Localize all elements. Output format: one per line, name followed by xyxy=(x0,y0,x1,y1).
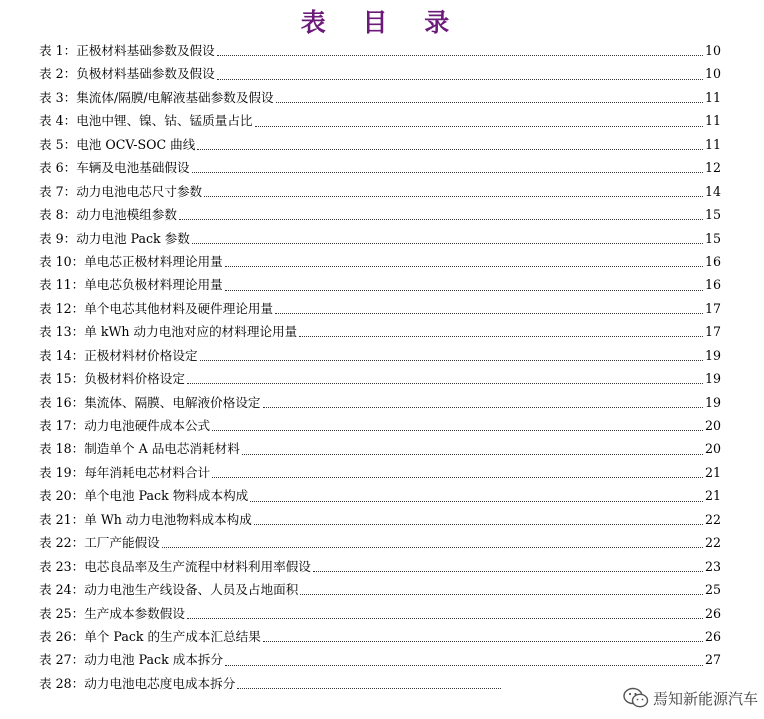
toc-entry-page: 16 xyxy=(704,253,721,269)
toc-entry-page: 19 xyxy=(704,394,721,410)
toc-entry-label: 表 12：单个电芯其他材料及硬件理论用量 xyxy=(39,300,274,316)
toc-entry-page: 22 xyxy=(704,511,721,527)
toc-entry-label: 表 15：负极材料价格设定 xyxy=(39,371,185,387)
toc-entry-label: 表 24：动力电池生产线设备、人员及占地面积 xyxy=(39,582,299,598)
toc-entry[interactable] xyxy=(39,414,721,437)
toc-entry-page: 17 xyxy=(704,300,721,316)
toc-entry[interactable] xyxy=(39,672,519,695)
toc-entry[interactable] xyxy=(39,391,721,414)
toc-entry[interactable] xyxy=(39,133,721,156)
dot-leader xyxy=(237,688,501,689)
dot-leader xyxy=(263,407,703,408)
toc-entry[interactable] xyxy=(39,320,721,343)
toc-entry-label: 表 3：集流体/隔膜/电解液基础参数及假设 xyxy=(39,89,274,105)
toc-entry[interactable] xyxy=(39,555,721,578)
toc-entry-label: 表 22：工厂产能假设 xyxy=(39,535,160,551)
toc-entry-label: 表 25：生产成本参数假设 xyxy=(39,605,185,621)
toc-entry[interactable] xyxy=(39,578,721,601)
toc-entry[interactable] xyxy=(39,508,721,531)
toc-entry-label: 表 27：动力电池 Pack 成本拆分 xyxy=(39,652,224,668)
toc-entry[interactable] xyxy=(39,531,721,554)
toc-entry-label: 表 5：电池 OCV-SOC 曲线 xyxy=(39,136,196,152)
toc-entry-label: 表 26：单个 Pack 的生产成本汇总结果 xyxy=(39,628,261,644)
toc-entry-page: 15 xyxy=(704,207,721,223)
toc-entry-page: 12 xyxy=(704,160,721,176)
wechat-icon xyxy=(623,687,649,709)
toc-entry-page: 26 xyxy=(704,628,721,644)
toc-entry-label: 表 28：动力电池电芯度电成本拆分 xyxy=(39,675,236,691)
toc-entry-page: 17 xyxy=(704,324,721,340)
toc-entry-page: 19 xyxy=(704,371,721,387)
dot-leader xyxy=(250,501,703,502)
toc-entry[interactable] xyxy=(39,180,721,203)
watermark xyxy=(623,687,758,709)
toc-entry-page: 27 xyxy=(704,652,721,668)
toc-entry-label: 表 17：动力电池硬件成本公式 xyxy=(39,418,211,433)
dot-leader xyxy=(187,618,703,619)
toc-entry[interactable] xyxy=(39,250,721,273)
dot-leader xyxy=(204,196,703,197)
toc-entry-page: 14 xyxy=(704,183,721,199)
dot-leader xyxy=(254,524,703,525)
toc-entry-page: 16 xyxy=(704,277,721,293)
dot-leader xyxy=(225,266,703,267)
dot-leader xyxy=(162,547,703,548)
toc-entry-label: 表 19：每年消耗电芯材料合计 xyxy=(39,464,211,480)
watermark-text: 焉知新能源汽车 xyxy=(652,689,758,708)
toc-entry[interactable] xyxy=(39,437,721,460)
toc-entry-label: 表 1：正极材料基础参数及假设 xyxy=(39,43,215,58)
toc-entry[interactable] xyxy=(39,273,721,296)
toc-entry[interactable] xyxy=(39,625,721,648)
toc-entry-page: 10 xyxy=(704,43,721,58)
toc-entry[interactable] xyxy=(39,484,721,507)
toc-entry-label: 表 4：电池中锂、镍、钴、锰质量占比 xyxy=(39,113,253,129)
dot-leader xyxy=(225,290,703,291)
dot-leader xyxy=(187,383,703,384)
toc-entry[interactable] xyxy=(39,461,721,484)
dot-leader xyxy=(179,219,703,220)
toc-entry-label: 表 8：动力电池模组参数 xyxy=(39,207,177,223)
toc-entry[interactable] xyxy=(39,602,721,625)
dot-leader xyxy=(192,243,703,244)
dot-leader xyxy=(212,430,703,431)
toc-entry-label: 表 14：正极材料材价格设定 xyxy=(39,347,198,363)
toc-entry-page: 19 xyxy=(704,347,721,363)
toc-entry-label: 表 11：单电芯负极材料理论用量 xyxy=(39,277,223,293)
toc-entry-label: 表 6：车辆及电池基础假设 xyxy=(39,160,190,176)
toc-entry-label: 表 16：集流体、隔膜、电解液价格设定 xyxy=(39,394,261,410)
dot-leader xyxy=(200,360,703,361)
dot-leader xyxy=(217,79,703,80)
table-of-contents xyxy=(39,39,721,695)
dot-leader xyxy=(217,55,703,56)
dot-leader xyxy=(192,172,703,173)
toc-entry-label: 表 13：单 kWh 动力电池对应的材料理论用量 xyxy=(39,324,298,340)
toc-entry-page: 11 xyxy=(704,113,721,129)
dot-leader xyxy=(313,571,703,572)
dot-leader xyxy=(197,149,703,150)
toc-entry-page: 26 xyxy=(704,605,721,621)
toc-entry-label: 表 9：动力电池 Pack 参数 xyxy=(39,230,190,246)
toc-entry-label: 表 20：单个电池 Pack 物料成本构成 xyxy=(39,488,249,504)
page-title: 表 目 录 xyxy=(300,8,464,37)
toc-entry-page: 10 xyxy=(704,66,721,82)
toc-entry[interactable] xyxy=(39,297,721,320)
toc-entry[interactable] xyxy=(39,62,721,85)
toc-entry-page: 21 xyxy=(704,488,721,504)
dot-leader xyxy=(225,665,703,666)
dot-leader xyxy=(275,313,703,314)
dot-leader xyxy=(300,594,703,595)
dot-leader xyxy=(299,336,703,337)
toc-entry[interactable] xyxy=(39,227,721,250)
toc-entry[interactable] xyxy=(39,648,721,671)
toc-entry-page: 21 xyxy=(704,464,721,480)
toc-entry[interactable] xyxy=(39,86,721,109)
toc-entry-page: 25 xyxy=(704,582,721,598)
toc-entry-label: 表 10：单电芯正极材料理论用量 xyxy=(39,253,223,269)
toc-entry-label: 表 2：负极材料基础参数及假设 xyxy=(39,66,215,82)
toc-entry-page: 23 xyxy=(704,558,721,574)
toc-entry[interactable] xyxy=(39,344,721,367)
dot-leader xyxy=(242,454,703,455)
toc-entry[interactable] xyxy=(39,156,721,179)
toc-entry-page: 22 xyxy=(704,535,721,551)
toc-entry-page: 20 xyxy=(704,418,721,433)
toc-entry-page: 15 xyxy=(704,230,721,246)
toc-entry-label: 表 21：单 Wh 动力电池物料成本构成 xyxy=(39,511,252,527)
toc-entry[interactable] xyxy=(39,203,721,226)
toc-entry-label: 表 7：动力电池电芯尺寸参数 xyxy=(39,183,203,199)
dot-leader xyxy=(212,477,703,478)
dot-leader xyxy=(263,641,703,642)
toc-entry-label: 表 18：制造单个 A 品电芯消耗材料 xyxy=(39,441,240,457)
dot-leader xyxy=(255,126,703,127)
dot-leader xyxy=(276,102,703,103)
toc-entry[interactable] xyxy=(39,109,721,132)
toc-entry[interactable] xyxy=(39,367,721,390)
toc-entry-page: 11 xyxy=(704,136,721,152)
toc-entry-label: 表 23：电芯良品率及生产流程中材料利用率假设 xyxy=(39,558,311,574)
toc-entry-page: 20 xyxy=(704,441,721,457)
toc-entry-page: 11 xyxy=(704,89,721,105)
toc-entry[interactable] xyxy=(39,39,721,62)
